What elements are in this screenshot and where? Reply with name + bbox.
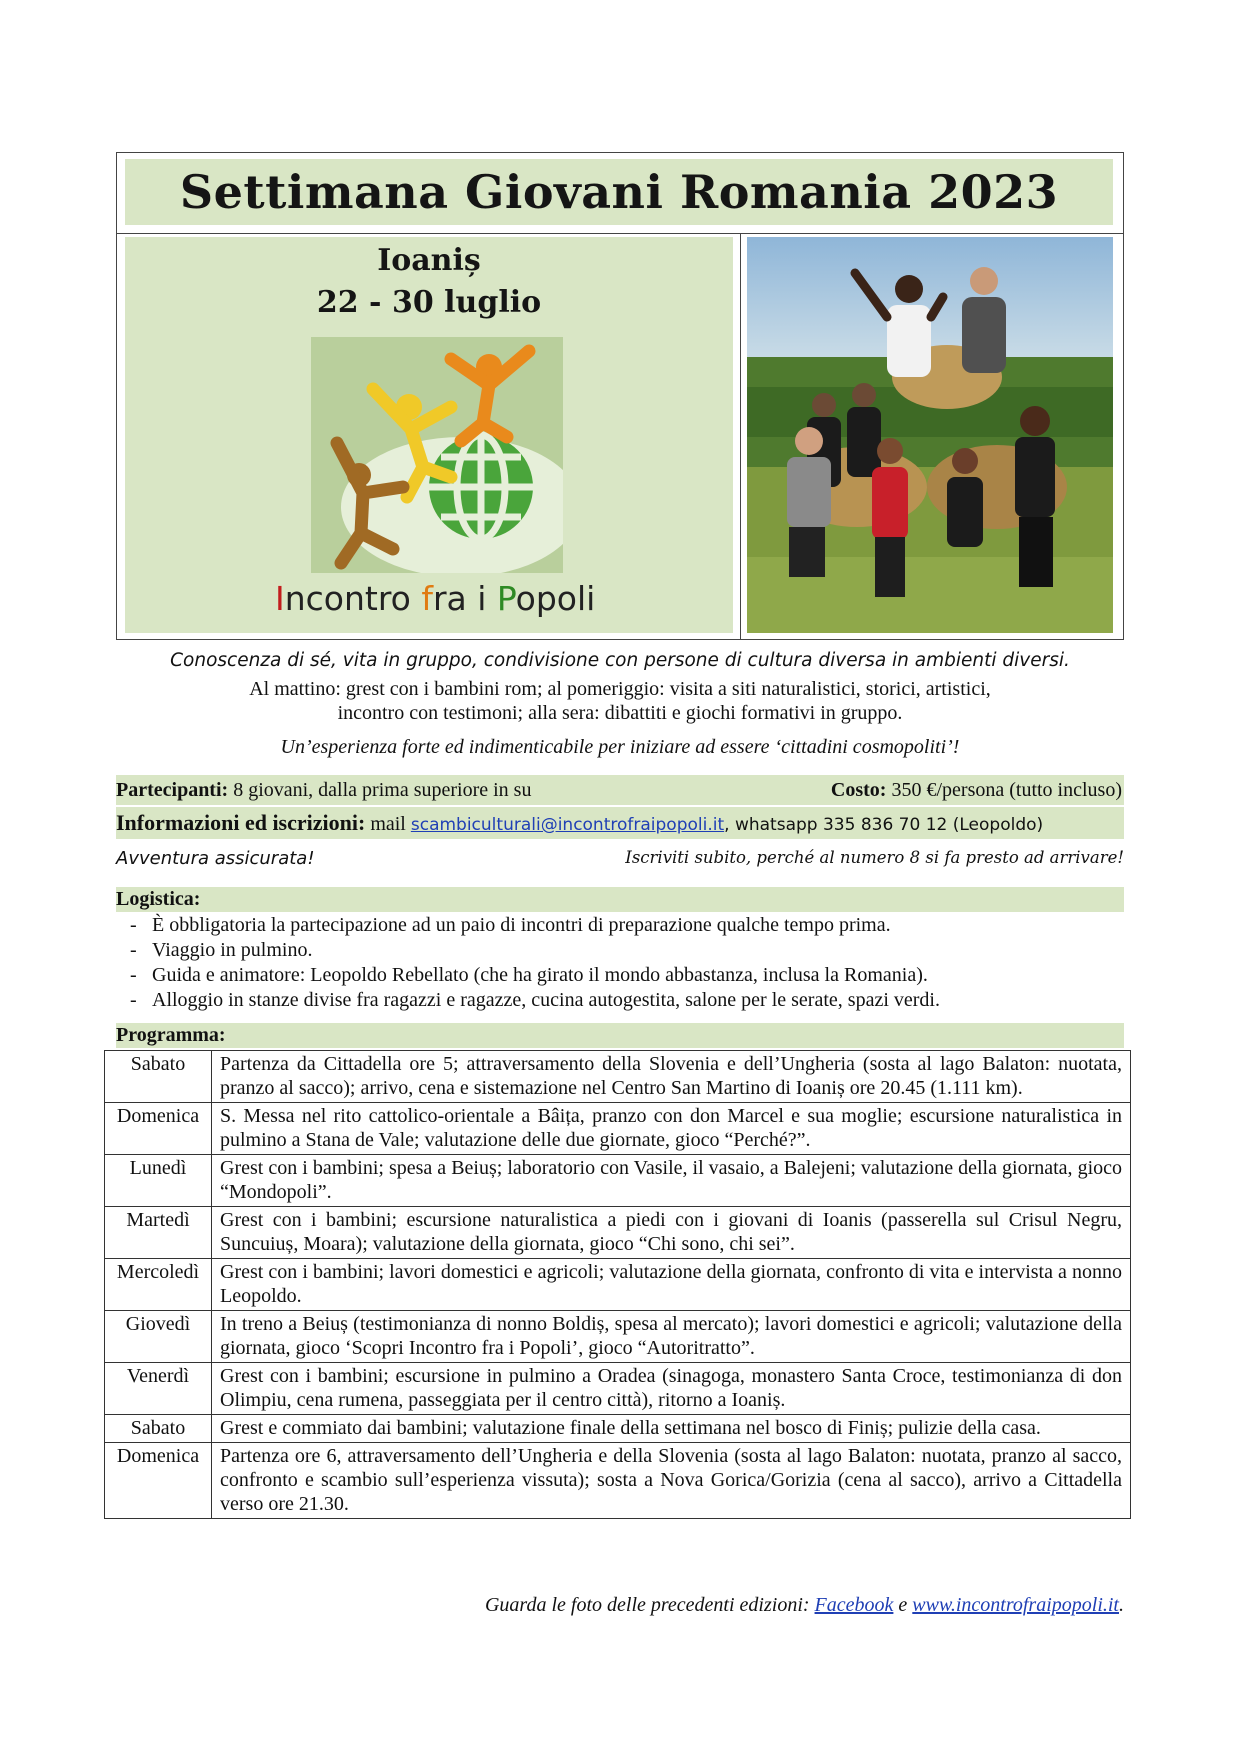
activity-cell: Grest con i bambini; spesa a Beiuș; laboratorio con Vasile, il vasaio, a Balejeni; valutazione della giornata, gioco “Mondopoli”. bbox=[212, 1155, 1131, 1207]
cost-label: Costo: bbox=[830, 779, 887, 801]
cost-value: 350 €/persona (tutto incluso) bbox=[886, 779, 1122, 801]
website-link[interactable]: www.incontrofraipopoli.it bbox=[912, 1594, 1119, 1616]
intro-line-3: Un’esperienza forte ed indimenticabile per iniziare ad essere ‘cittadini cosmopoliti’! bbox=[280, 736, 960, 758]
logo-caption: Incontro fra i Popoli bbox=[275, 579, 596, 618]
event-panel bbox=[125, 237, 733, 633]
footer-prefix: Guarda le foto delle precedenti edizioni: bbox=[484, 1594, 815, 1616]
program-heading: Programma: bbox=[116, 1023, 1124, 1048]
registration-band bbox=[116, 807, 1124, 839]
title-band bbox=[125, 159, 1113, 225]
footer-suffix: . bbox=[1119, 1594, 1124, 1616]
table-row bbox=[105, 1443, 1131, 1519]
activity-cell: In treno a Beiuș (testimonianza di nonno Boldiș, spesa al mercato); lavori domestici e agricoli; valutazione della giornata, gioco ‘Scopri Incontro fra i Popoli’, gioco “Autoritratto”. bbox=[212, 1311, 1131, 1363]
activity-cell: Grest con i bambini; lavori domestici e agricoli; valutazione della giornata, confronto di vita e intervista a nonno Leopoldo. bbox=[212, 1259, 1131, 1311]
activity-cell: Grest e commiato dai bambini; valutazione finale della settimana nel bosco di Finiș; pulizie della casa. bbox=[212, 1415, 1131, 1443]
whatsapp-info: , whatsapp 335 836 70 12 (Leopoldo) bbox=[724, 815, 1044, 835]
footer-line bbox=[116, 1594, 1124, 1617]
mail-prefix: mail bbox=[365, 813, 411, 835]
title-divider bbox=[117, 233, 1123, 234]
header-box bbox=[116, 152, 1124, 640]
group-photo bbox=[747, 237, 1113, 633]
table-row bbox=[105, 1207, 1131, 1259]
activity-cell: Partenza da Cittadella ore 5; attraversamento della Slovenia e dell’Ungheria (sosta al lago Balaton: nuotata, pranzo al sacco); arrivo, cena e sistemazione nel Centro San Martino di Ioaniș ore 20.45 (1.111 km). bbox=[212, 1051, 1131, 1103]
participants-info bbox=[116, 775, 531, 805]
intro-line-2: incontro con testimoni; alla sera: dibattiti e giochi formativi in gruppo. bbox=[337, 702, 903, 724]
adventure-text: Avventura assicurata! bbox=[116, 848, 315, 869]
activity-cell: Grest con i bambini; escursione naturalistica a piedi con i giovani di Ioanis (passerella sul Crisul Negru, Suncuiuș, Moara); valutazione della giornata, gioco “Chi sono, chi sei”. bbox=[212, 1207, 1131, 1259]
list-item: - Viaggio in pulmino. bbox=[128, 938, 1128, 963]
table-row bbox=[105, 1155, 1131, 1207]
logistics-list bbox=[128, 913, 1128, 1013]
registration-label: Informazioni ed iscrizioni: bbox=[116, 810, 366, 835]
activity-cell: S. Messa nel rito cattolico-orientale a Bâița, pranzo con don Marcel e sua moglie; escursione naturalistica in pulmino a Stana de Vale; valutazione delle due giornate, gioco “Perché?”. bbox=[212, 1103, 1131, 1155]
participants-label: Partecipanti: bbox=[116, 779, 229, 801]
day-cell: Lunedì bbox=[105, 1155, 212, 1207]
table-row bbox=[105, 1415, 1131, 1443]
day-cell: Domenica bbox=[105, 1103, 212, 1155]
list-item: - Guida e animatore: Leopoldo Rebellato (che ha girato il mondo abbastanza, inclusa la Romania). bbox=[128, 963, 1128, 988]
event-location: Ioaniș bbox=[377, 243, 481, 278]
logistics-heading: Logistica: bbox=[116, 887, 1124, 912]
header-divider bbox=[740, 233, 741, 639]
day-cell: Sabato bbox=[105, 1051, 212, 1103]
day-cell: Domenica bbox=[105, 1443, 212, 1519]
participants-value: 8 giovani, dalla prima superiore in su bbox=[228, 779, 532, 801]
table-row bbox=[105, 1051, 1131, 1103]
event-dates: 22 - 30 luglio bbox=[316, 285, 542, 320]
table-row bbox=[105, 1259, 1131, 1311]
list-item: - È obbligatoria la partecipazione ad un paio di incontri di preparazione qualche tempo prima. bbox=[128, 913, 1128, 938]
activity-cell: Partenza ore 6, attraversamento dell’Ungheria e della Slovenia (sosta al lago Balaton: nuotata, pranzo al sacco, confronto e scambio sull’esperienza vissuta); sosta a Nova Gorica/Gorizia (cena al sacco), arrivo a Cittadella verso ore 21.30. bbox=[212, 1443, 1131, 1519]
facebook-link[interactable]: Facebook bbox=[814, 1594, 894, 1616]
day-cell: Venerdì bbox=[105, 1363, 212, 1415]
activity-cell: Grest con i bambini; escursione in pulmino a Oradea (sinagoga, monastero Santa Croce, testimonianza di don Olimpiu, cena rumena, passeggiata per il centro città), ritorno a Ioaniș. bbox=[212, 1363, 1131, 1415]
organization-logo bbox=[311, 337, 563, 573]
registration-info bbox=[116, 807, 1043, 841]
day-cell: Sabato bbox=[105, 1415, 212, 1443]
intro-line-1: Al mattino: grest con i bambini rom; al pomeriggio: visita a siti naturalistici, storici, artistici, bbox=[249, 678, 991, 700]
program-table bbox=[104, 1050, 1131, 1519]
list-item: - Alloggio in stanze divise fra ragazzi e ragazze, cucina autogestita, salone per le serate, spazi verdi. bbox=[128, 988, 1128, 1013]
email-link[interactable]: scambiculturali@incontrofraipopoli.it bbox=[410, 815, 725, 835]
day-cell: Martedì bbox=[105, 1207, 212, 1259]
page-title: Settimana Giovani Romania 2023 bbox=[179, 165, 1059, 219]
adventure-line bbox=[116, 848, 1124, 876]
young-people-photo-icon bbox=[747, 237, 1113, 633]
participants-cost-band bbox=[116, 775, 1124, 805]
signup-now-text: Iscriviti subito, perché al numero 8 si fa presto ad arrivare! bbox=[625, 848, 1124, 867]
cost-info bbox=[831, 775, 1122, 805]
day-cell: Mercoledì bbox=[105, 1259, 212, 1311]
people-globe-logo-icon bbox=[311, 337, 563, 573]
table-row bbox=[105, 1311, 1131, 1363]
table-row bbox=[105, 1363, 1131, 1415]
footer-middle: e bbox=[893, 1594, 913, 1616]
day-cell: Giovedì bbox=[105, 1311, 212, 1363]
table-row bbox=[105, 1103, 1131, 1155]
intro-tagline: Conoscenza di sé, vita in gruppo, condivisione con persone di cultura diversa in ambienti diversi. bbox=[170, 650, 1070, 671]
